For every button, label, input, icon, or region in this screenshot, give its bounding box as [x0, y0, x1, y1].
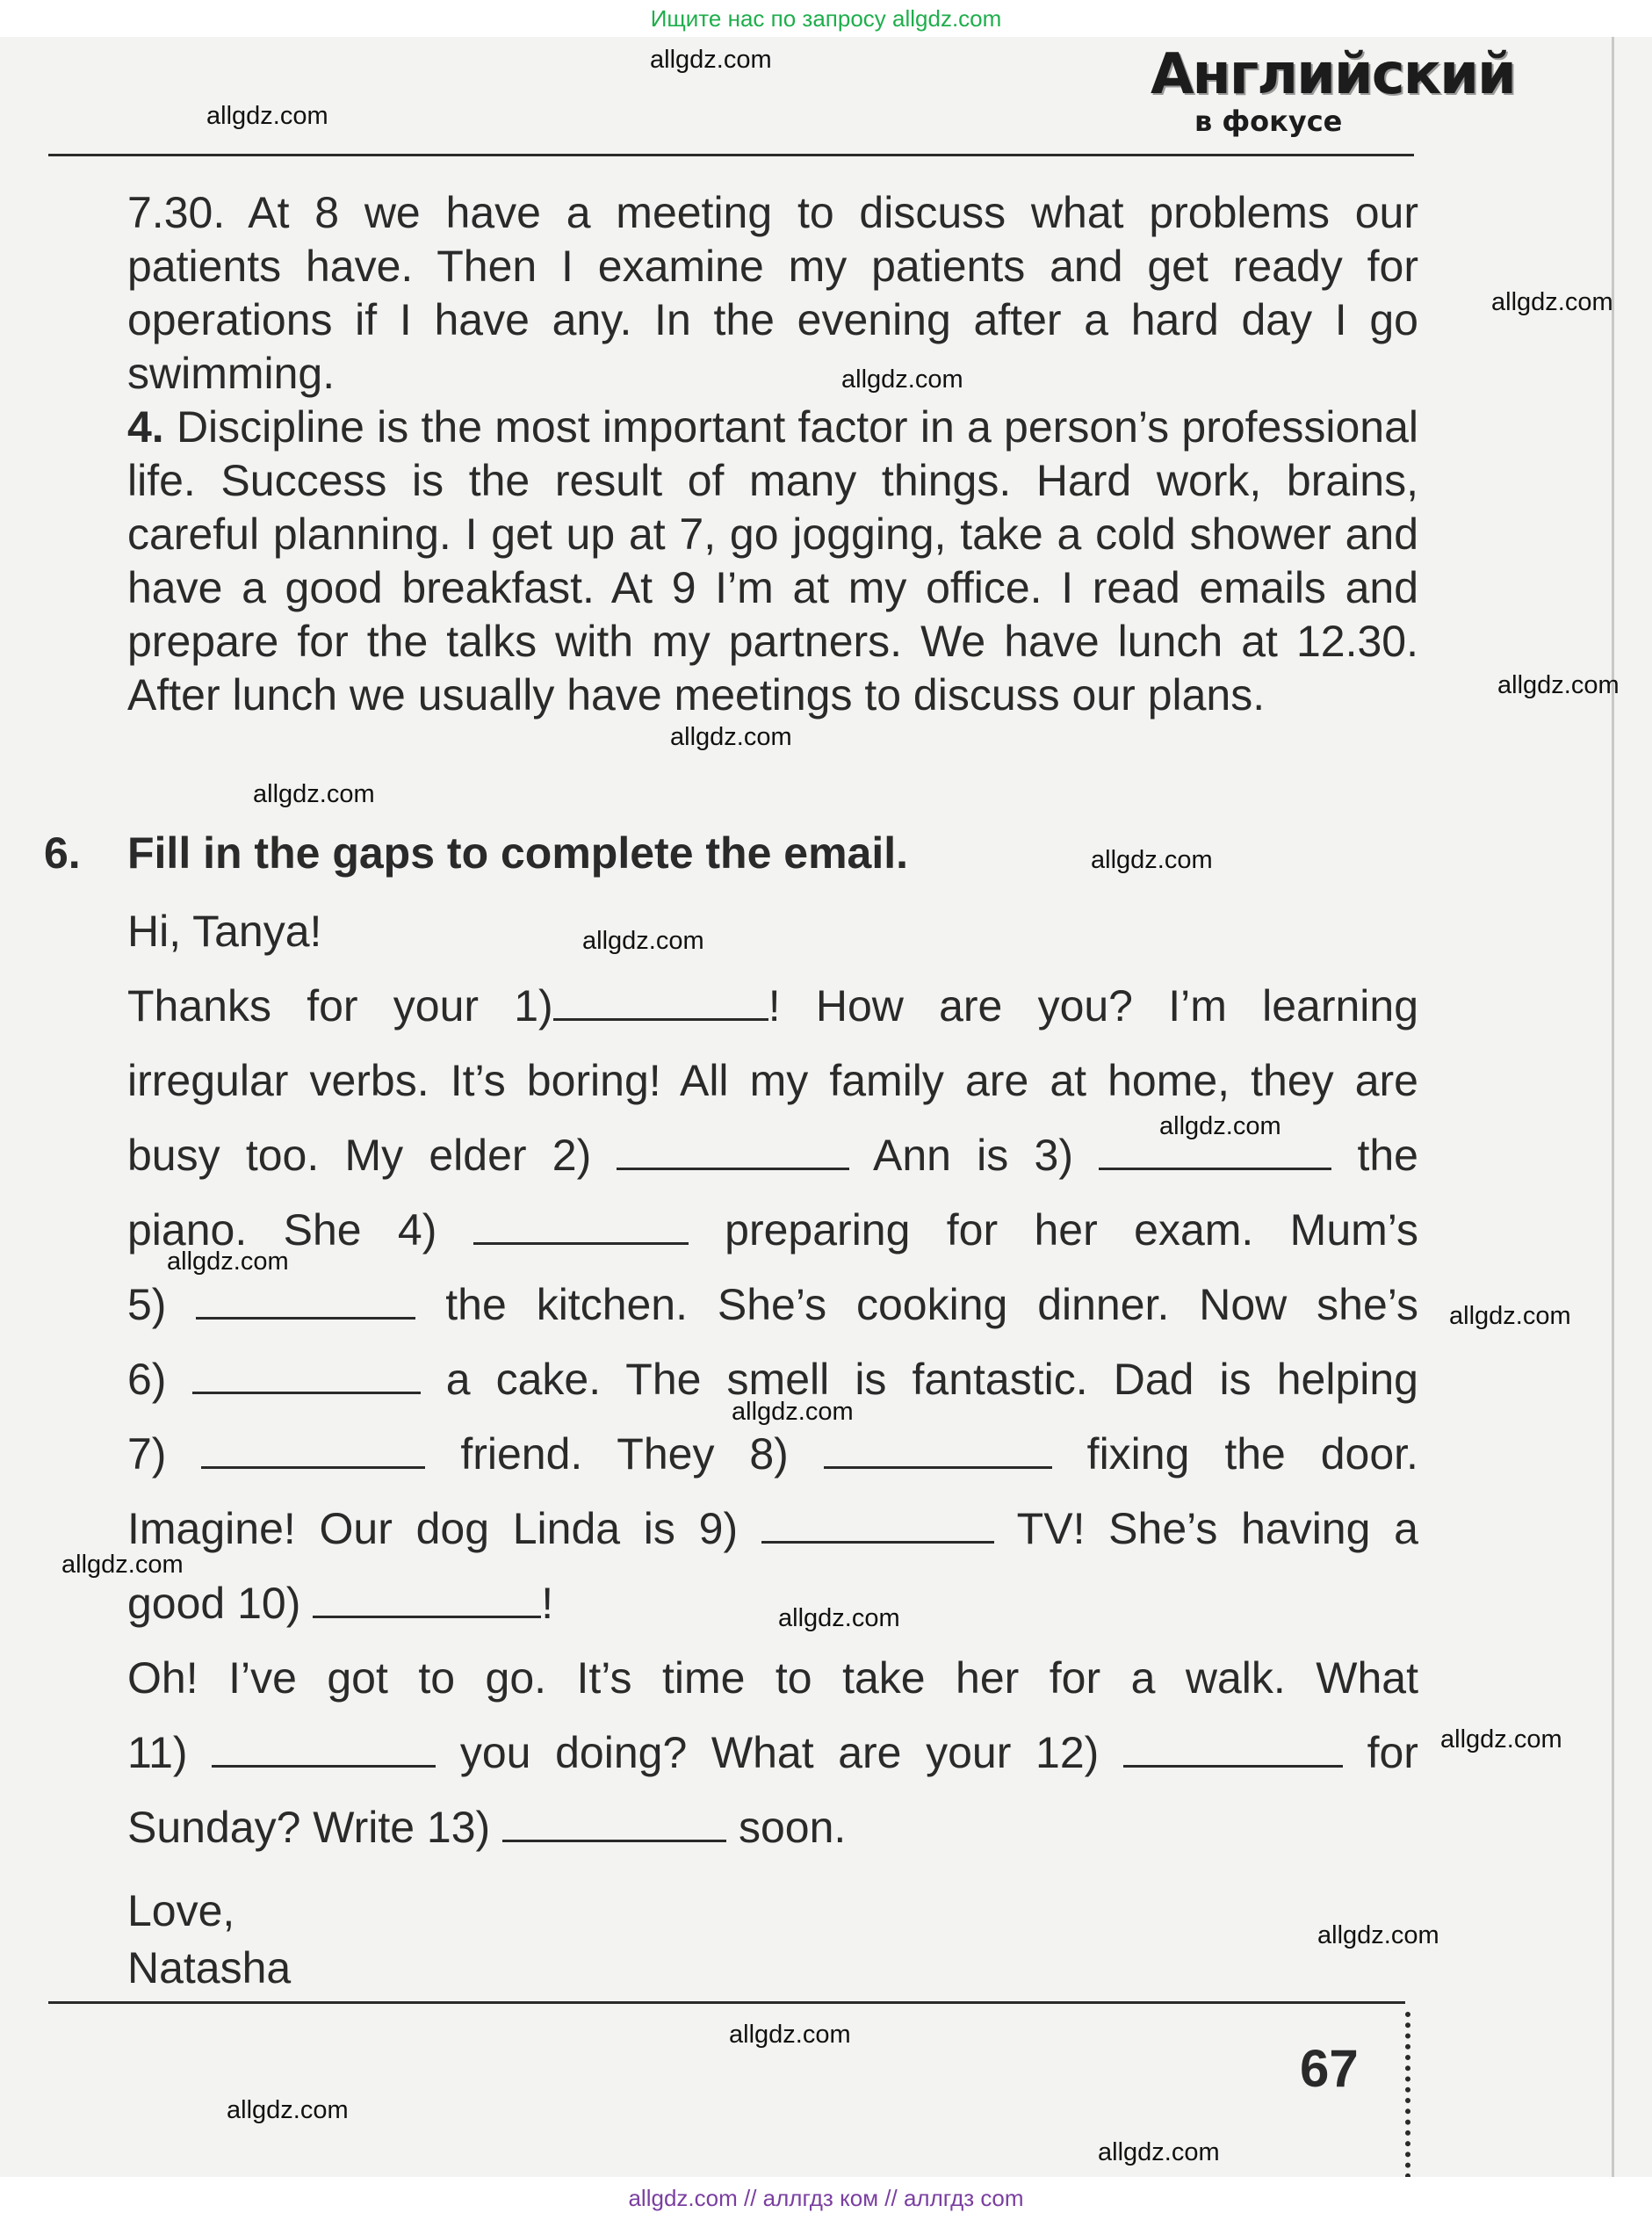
text-segment: soon.	[739, 1803, 847, 1852]
paragraph-text: Discipline is the most important factor in a person’s professional life. Success is the result of many things. Hard work, brains, careful planning. I get up at 7, go jogging, take a cold shower and have a good breakfast. At 9 I’m at my office. I read emails and prepare for the talks with my partners. We have lunch at 12.30. After lunch we usually have meetings to discuss our plans.	[127, 402, 1418, 720]
email-line	[127, 975, 1418, 1037]
email-closing: Love,	[127, 1886, 235, 1935]
gap-12[interactable]	[1123, 1725, 1343, 1768]
gap-10[interactable]	[313, 1575, 541, 1618]
gap-1[interactable]	[553, 978, 768, 1021]
text-segment: 7)	[127, 1429, 167, 1479]
watermark: allgdz.com	[206, 102, 328, 130]
watermark: allgdz.com	[1091, 846, 1213, 874]
gap-6[interactable]	[192, 1351, 421, 1394]
text-segment: Thanks for your 1)	[127, 981, 553, 1030]
email-signature: Natasha	[127, 1943, 292, 1992]
gap-9[interactable]	[761, 1500, 994, 1544]
watermark: allgdz.com	[227, 2096, 349, 2124]
text-segment: 6)	[127, 1355, 167, 1404]
text-segment: the	[1357, 1131, 1418, 1180]
text-segment: Ann is 3)	[872, 1131, 1073, 1180]
paragraph-4	[127, 401, 1418, 722]
email-line	[127, 1573, 1418, 1634]
paragraph-number: 4.	[127, 402, 164, 452]
watermark: allgdz.com	[1491, 288, 1613, 316]
email-line	[127, 1797, 1418, 1858]
email-line	[127, 1423, 1418, 1485]
text-segment: TV! She’s having a	[1016, 1504, 1418, 1553]
watermark: allgdz.com	[1440, 1725, 1562, 1754]
watermark: allgdz.com	[61, 1551, 184, 1579]
watermark: allgdz.com	[650, 46, 772, 74]
text-segment: good 10)	[127, 1579, 301, 1628]
text-segment: 5)	[127, 1280, 167, 1329]
email-line: irregular verbs. It’s boring! All my family are at home, they are	[127, 1056, 1418, 1105]
series-logo	[1151, 42, 1515, 141]
text-segment: the kitchen. She’s cooking dinner. Now she’s	[445, 1280, 1418, 1329]
text-segment: preparing for her exam. Mum’s	[725, 1205, 1418, 1255]
logo-title: Английский	[1151, 42, 1515, 107]
gap-2[interactable]	[617, 1127, 849, 1170]
gap-11[interactable]	[212, 1725, 436, 1768]
header-rule	[48, 154, 1414, 156]
text-segment: Imagine! Our dog Linda is 9)	[127, 1504, 739, 1553]
logo-subtitle: в фокусе	[1194, 105, 1343, 138]
email-line	[127, 1722, 1418, 1783]
page-number: 67	[1300, 2039, 1359, 2098]
text-segment: ! How are you? I’m learning	[768, 981, 1418, 1030]
dotted-edge	[1405, 2012, 1416, 2179]
text-segment: 11)	[127, 1728, 188, 1777]
paragraph-3-end	[127, 186, 1418, 401]
text-segment: fixing the door.	[1086, 1429, 1418, 1479]
watermark: allgdz.com	[841, 365, 963, 394]
watermark: allgdz.com	[167, 1247, 289, 1276]
watermark: allgdz.com	[253, 780, 375, 808]
email-line: Oh! I’ve got to go. It’s time to take her for a walk. What	[127, 1653, 1418, 1703]
gap-7[interactable]	[201, 1426, 425, 1469]
watermark: allgdz.com	[732, 1398, 854, 1426]
watermark: allgdz.com	[778, 1604, 900, 1632]
page-edge	[1612, 37, 1614, 2177]
top-banner[interactable]: Ищите нас по запросу allgdz.com	[0, 0, 1652, 37]
bottom-banner[interactable]: allgdz.com // аллгдз ком // аллгдз com	[0, 2177, 1652, 2220]
email-line	[127, 1498, 1418, 1559]
text-segment: !	[541, 1579, 554, 1628]
watermark: allgdz.com	[582, 927, 704, 955]
watermark: allgdz.com	[1449, 1302, 1571, 1330]
text-segment: you doing? What are your 12)	[459, 1728, 1100, 1777]
text-segment: piano. She 4)	[127, 1205, 437, 1255]
email-line	[127, 1274, 1418, 1335]
text-segment: for	[1367, 1728, 1418, 1777]
gap-4[interactable]	[473, 1202, 689, 1245]
watermark: allgdz.com	[1098, 2138, 1220, 2166]
text-segment: busy too. My elder 2)	[127, 1131, 592, 1180]
watermark: allgdz.com	[1497, 671, 1620, 699]
gap-5[interactable]	[196, 1276, 415, 1320]
text-segment: friend. They 8)	[460, 1429, 789, 1479]
watermark: allgdz.com	[1159, 1112, 1281, 1140]
email-line	[127, 1199, 1418, 1261]
email-greeting: Hi, Tanya!	[127, 907, 322, 956]
gap-8[interactable]	[824, 1426, 1052, 1469]
watermark: allgdz.com	[729, 2021, 851, 2049]
watermark: allgdz.com	[1317, 1921, 1439, 1949]
watermark: allgdz.com	[670, 723, 792, 751]
paragraph-text: 7.30. At 8 we have a meeting to discuss what problems our patients have. Then I examine my patients and get ready for operations if I have any. In the evening after a hard day I go swimming.	[127, 188, 1418, 398]
footer-rule	[48, 2001, 1405, 2004]
text-segment: Sunday? Write 13)	[127, 1803, 491, 1852]
text-segment: a cake. The smell is fantastic. Dad is helping	[445, 1355, 1418, 1404]
exercise-title: Fill in the gaps to complete the email.	[127, 828, 909, 878]
exercise-number: 6.	[44, 828, 81, 878]
gap-13[interactable]	[502, 1799, 726, 1842]
